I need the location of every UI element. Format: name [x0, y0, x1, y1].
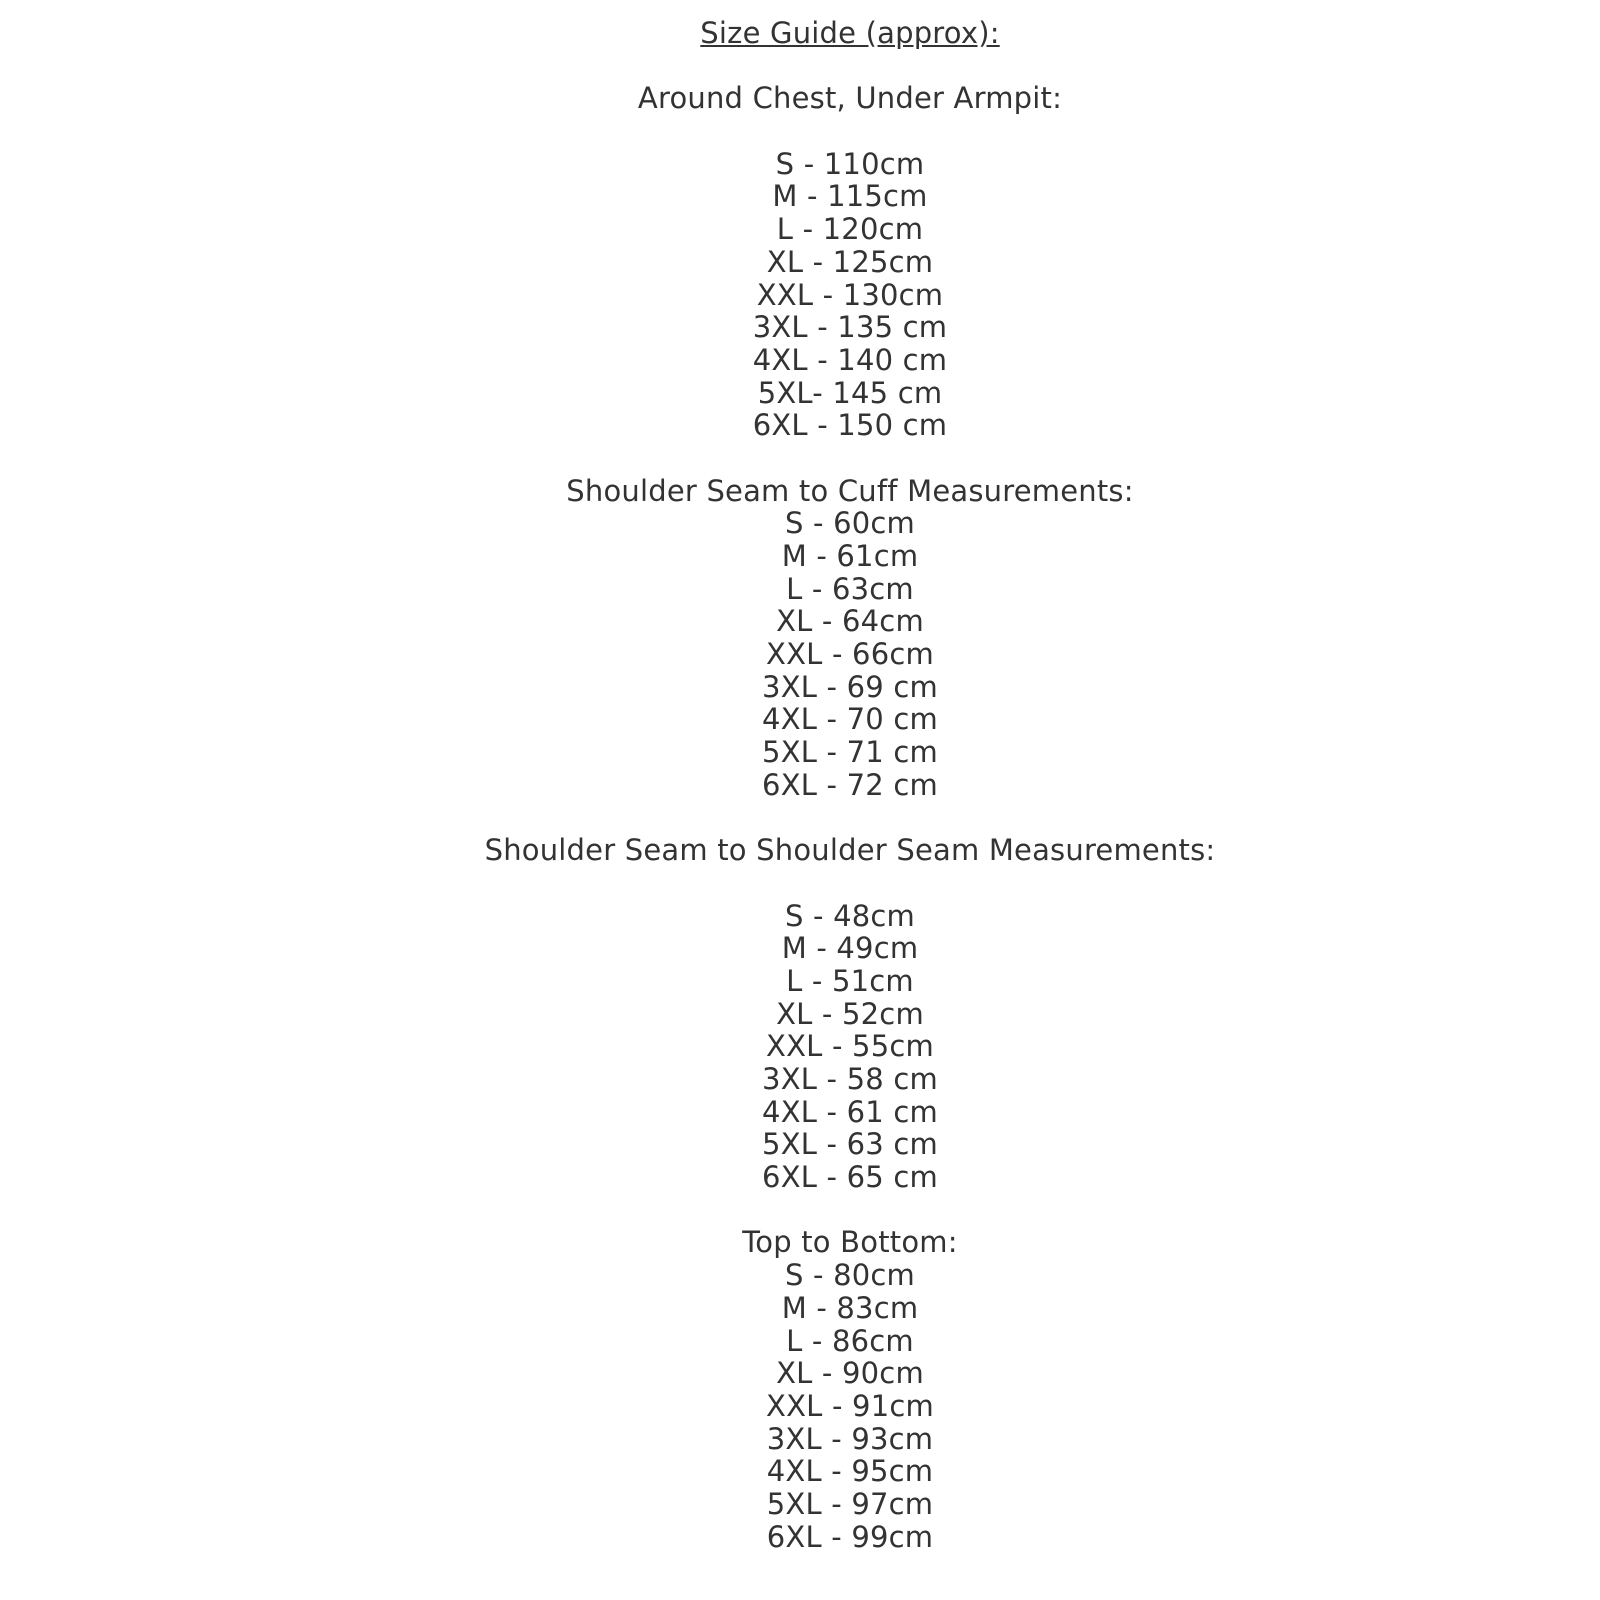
- size-row: 4XL - 61 cm: [762, 1094, 938, 1129]
- size-row: 5XL - 97cm: [766, 1486, 934, 1521]
- size-row: XXL - 66cm: [766, 637, 934, 672]
- size-row: L - 120cm: [776, 212, 924, 247]
- size-row: XXL - 55cm: [766, 1029, 934, 1064]
- spacer: [100, 1194, 1600, 1227]
- size-row: L - 86cm: [786, 1323, 914, 1358]
- size-row: XL - 64cm: [776, 604, 924, 639]
- size-row: S - 60cm: [784, 506, 915, 541]
- section-heading-around-chest: Around Chest, Under Armpit:: [637, 81, 1063, 116]
- size-row: S - 80cm: [784, 1258, 915, 1293]
- size-row: M - 49cm: [781, 931, 919, 966]
- section-heading-seam-to-cuff: Shoulder Seam to Cuff Measurements:: [566, 473, 1134, 508]
- size-row: 5XL- 145 cm: [757, 375, 943, 410]
- size-row: M - 61cm: [781, 539, 919, 573]
- spacer: [100, 115, 1600, 148]
- section-seam-to-seam: [100, 834, 1600, 1194]
- spacer: [100, 867, 1600, 900]
- size-row: 4XL - 140 cm: [752, 342, 948, 377]
- size-row: 6XL - 65 cm: [762, 1160, 938, 1195]
- spacer: [100, 442, 1600, 475]
- size-guide-document: [100, 0, 1600, 1553]
- size-row: L - 51cm: [786, 963, 914, 998]
- size-row: M - 83cm: [781, 1290, 919, 1325]
- size-row: XXL - 91cm: [766, 1388, 934, 1423]
- section-seam-to-cuff: [100, 475, 1600, 802]
- spacer: [100, 802, 1600, 835]
- size-row: S - 110cm: [775, 146, 925, 181]
- page-title: Size Guide (approx):: [700, 16, 1000, 50]
- size-row: 3XL - 93cm: [766, 1421, 934, 1456]
- size-row: 5XL - 63 cm: [762, 1127, 938, 1162]
- spacer: [100, 50, 1600, 83]
- section-heading-seam-to-seam: Shoulder Seam to Shoulder Seam Measurements:: [484, 833, 1216, 868]
- size-row: 3XL - 135 cm: [752, 310, 948, 345]
- section-top-to-bottom: [100, 1226, 1600, 1553]
- size-row: 4XL - 70 cm: [762, 702, 938, 737]
- section-around-chest: [100, 82, 1600, 442]
- size-row: 3XL - 69 cm: [762, 669, 938, 704]
- section-heading-top-to-bottom: Top to Bottom:: [742, 1225, 958, 1260]
- size-row: 6XL - 72 cm: [762, 767, 938, 802]
- size-row: XL - 90cm: [776, 1356, 924, 1391]
- size-row: S - 48cm: [784, 898, 915, 933]
- size-row: L - 63cm: [786, 571, 914, 606]
- size-row: M - 115cm: [772, 179, 928, 214]
- size-row: 4XL - 95cm: [766, 1454, 934, 1489]
- size-row: XL - 52cm: [776, 996, 924, 1031]
- size-row: XXL - 130cm: [756, 277, 944, 312]
- size-row: XL - 125cm: [766, 244, 934, 279]
- size-row: 3XL - 58 cm: [762, 1062, 938, 1096]
- size-row: 6XL - 99cm: [766, 1519, 934, 1554]
- size-row: 5XL - 71 cm: [762, 735, 938, 770]
- size-row: 6XL - 150 cm: [752, 408, 948, 443]
